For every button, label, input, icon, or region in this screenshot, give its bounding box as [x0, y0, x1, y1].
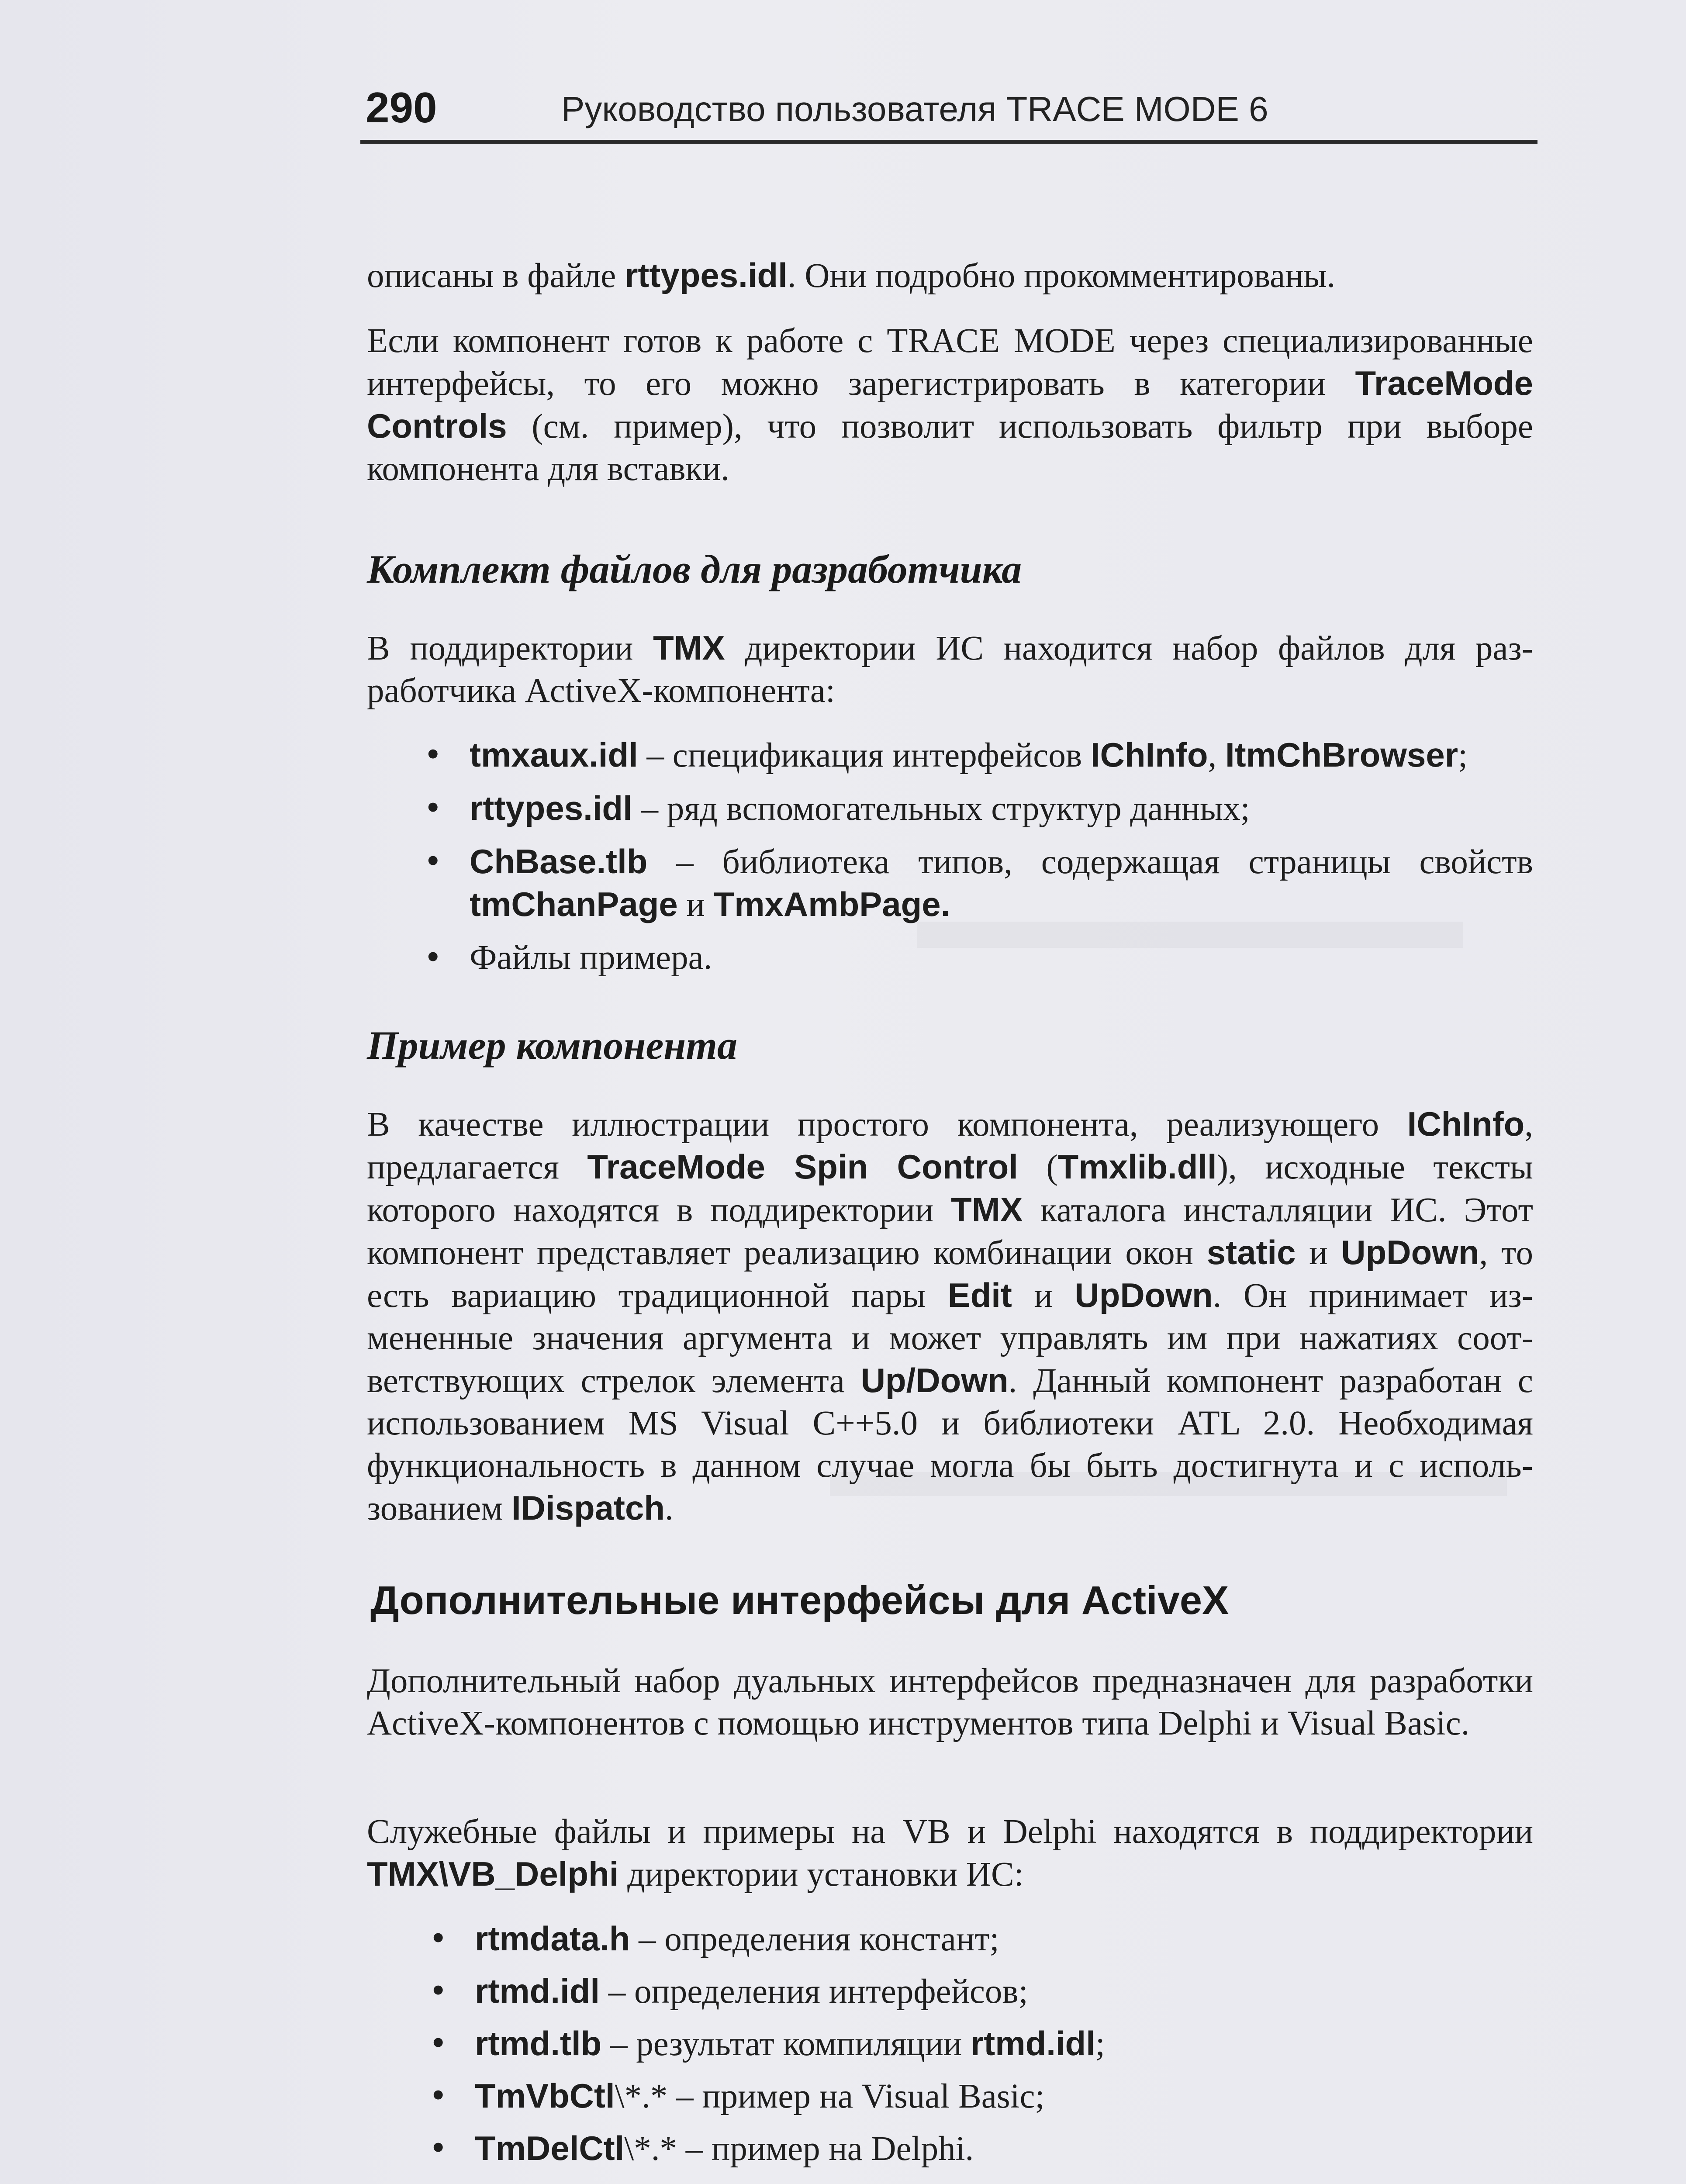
text-run: описаны в файле — [367, 257, 625, 295]
bold-term: ChBase.tlb — [470, 842, 648, 881]
chapter-heading: Дополнительные интерфейсы для ActiveX — [370, 1578, 1229, 1623]
bold-term: IChInfo — [1090, 736, 1208, 774]
text-run: каталога инсталляции ИС. Этот компонент представляет реализацию комбинации окон — [367, 1191, 1533, 1272]
bold-term: TMX — [951, 1190, 1023, 1229]
bullet-icon: • — [424, 790, 442, 826]
text-run: , — [1208, 736, 1225, 774]
text-run: В качестве иллюстрации простого компонента, реализующего — [367, 1106, 1407, 1144]
text-run: . Он принимает измененные значения аргумента и может управлять им при нажатиях соответствующих стрелок элемента — [367, 1277, 1533, 1400]
list-item — [425, 2127, 1534, 2170]
text-run: ), исходные тексты которого находятся в поддиректории — [367, 1148, 1533, 1229]
paragraph — [367, 627, 1533, 712]
bold-term: static — [1206, 1233, 1296, 1272]
bold-term: Tmxlib.dll — [1057, 1147, 1217, 1186]
running-title: Руководство пользователя TRACE MODE 6 — [561, 90, 1268, 128]
page-header — [360, 79, 1537, 144]
bullet-icon: • — [424, 736, 442, 773]
bold-term: rtmd.idl — [970, 2024, 1095, 2063]
file-list — [425, 1918, 1534, 2170]
bold-term: TraceMode Controls — [367, 364, 1533, 445]
text-run: – определения интерфейсов; — [600, 1973, 1028, 2011]
paragraph — [367, 1811, 1533, 1896]
bullet-icon: • — [429, 1920, 448, 1957]
list-item — [419, 840, 1533, 926]
text-run: ( — [1018, 1148, 1058, 1186]
text-run: В поддиректории — [367, 629, 653, 667]
bold-term: TMX — [653, 629, 725, 667]
section-heading: Пример компонента — [367, 1023, 737, 1068]
text-run: ; — [1095, 2025, 1105, 2063]
bold-term: TMX\VB_Delphi — [367, 1855, 619, 1893]
bold-term: rtmd.idl — [475, 1972, 600, 2010]
bold-term: tmChanPage — [470, 885, 678, 923]
bold-term: rttypes.idl — [625, 256, 788, 294]
bold-term: tmxaux.idl — [470, 736, 638, 774]
bold-term: IDispatch — [511, 1489, 665, 1527]
text-run: . — [665, 1489, 674, 1527]
bold-term: TmDelCtl — [475, 2129, 625, 2167]
list-item — [425, 2075, 1534, 2118]
section-heading: Комплект файлов для разработчика — [367, 547, 1022, 591]
text-run: – ряд вспомогательных структур данных; — [632, 790, 1250, 828]
paragraph — [367, 254, 1533, 297]
text-run: \*.* – пример на Delphi. — [624, 2130, 974, 2168]
text-run: Служебные файлы и примеры на VB и Delphi находятся в поддиректории — [367, 1813, 1533, 1851]
text-run: \*.* – пример на Visual Basic; — [615, 2077, 1045, 2115]
text-run: – определения констант; — [630, 1920, 999, 1958]
text-run: ; — [1458, 736, 1468, 774]
text-run: – библиотека типов, содержащая страницы свойств — [647, 843, 1533, 881]
file-list — [419, 734, 1533, 979]
text-run: , то есть вариацию традиционной пары — [367, 1234, 1534, 1315]
bold-term: TraceMode Spin Control — [587, 1147, 1018, 1186]
bold-term: rtmd.tlb — [475, 2024, 602, 2063]
page-number: 290 — [366, 83, 437, 131]
bullet-icon: • — [429, 2130, 448, 2167]
text-run: директории установки ИС: — [618, 1856, 1024, 1894]
text-run: (см. пример), что позволит использовать фильтр при выборе компонента для вставки. — [367, 408, 1533, 488]
bullet-icon: • — [424, 939, 442, 976]
text-run: Файлы примера. — [470, 939, 712, 977]
bullet-icon: • — [429, 2077, 448, 2114]
text-run: . Они подробно прокомментированы. — [787, 257, 1336, 295]
text-run: – результат компиляции — [601, 2025, 971, 2063]
text-run: и — [1012, 1277, 1075, 1315]
bold-term: rtmdata.h — [475, 1919, 630, 1958]
bold-term: Edit — [947, 1276, 1012, 1314]
text-run: Если компонент готов к работе с TRACE MODE через специализированные интерфейсы, то его можно зарегистрировать в категории — [367, 322, 1533, 403]
list-item — [419, 787, 1533, 830]
bullet-icon: • — [429, 2025, 448, 2062]
text-run: и — [677, 886, 714, 924]
text-run: , предлагается — [367, 1106, 1533, 1186]
text-run: Дополнительный набор дуальных интерфейсов предназначен для разработки ActiveX-компонентов с помощью инструментов типа Delphi и Visual Basic. — [367, 1662, 1533, 1742]
bold-term: TmVbCtl — [475, 2077, 615, 2115]
text-run: . Данный компонент разработан с использованием MS Visual C++5.0 и библиотеки ATL 2.0. Необходимая функциональность в данном случае могла бы быть достигнута и с использованием — [367, 1362, 1533, 1527]
bullet-icon: • — [424, 843, 442, 880]
bold-term: ItmChBrowser — [1225, 736, 1458, 774]
paragraph — [367, 1660, 1533, 1745]
bold-term: rttypes.idl — [470, 789, 632, 827]
bold-term: UpDown — [1341, 1233, 1479, 1272]
text-run: директории ИС находится набор файлов для разработчика ActiveX-компонента: — [367, 629, 1533, 710]
bold-term: Up/Down — [860, 1361, 1009, 1400]
text-run: и — [1296, 1234, 1341, 1272]
paragraph — [367, 320, 1533, 490]
list-item — [425, 1918, 1534, 1960]
text-run: – спецификация интерфейсов — [638, 736, 1091, 774]
list-item — [419, 734, 1533, 777]
bold-term: TmxAmbPage. — [713, 885, 950, 923]
bold-term: UpDown — [1074, 1276, 1213, 1314]
bold-term: IChInfo — [1407, 1105, 1525, 1143]
list-item — [425, 1970, 1534, 2013]
list-item — [419, 936, 1533, 979]
bullet-icon: • — [429, 1973, 448, 2009]
list-item — [425, 2022, 1534, 2065]
paragraph — [367, 1103, 1533, 1530]
